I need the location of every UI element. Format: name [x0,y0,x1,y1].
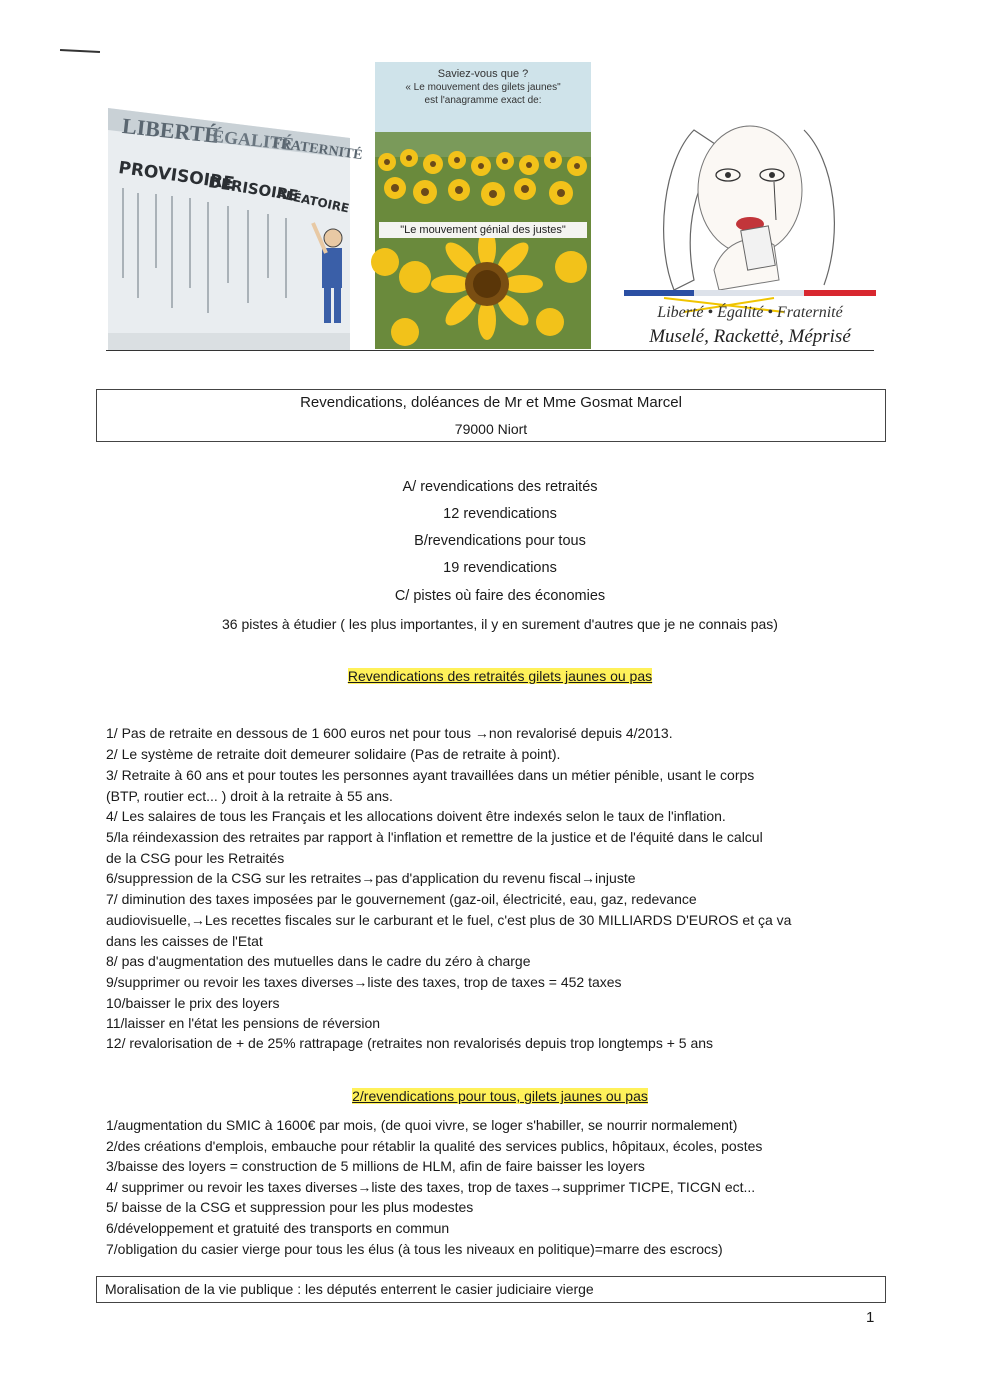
section-a-line: 5/la réindexassion des retraites par rapport à l'inflation et remettre de la justice et de l'équité dans le calcul [106,829,763,845]
title-line-2: 79000 Niort [454,421,528,437]
section-a-line: de la CSG pour les Retraités [106,850,285,866]
summary-line-a: A/ revendications des retraités [402,479,598,495]
summary-line-b: B/revendications pour tous [414,533,586,549]
footer-box [96,1276,886,1303]
section-a-heading-wrap [0,668,1000,685]
wall-word-fraternite: FRATERNITÉ [271,135,364,164]
section-a-line: 6/suppression de la CSG sur les retraites→pas d'application du revenu fiscal→injuste [106,870,636,886]
motto-parody: Muselé, Rackettė, Méprisé [649,326,851,347]
wall-word-derisoire: DÉRISOIRE [207,173,300,205]
poster-question: Saviez-vous que ? [437,68,529,80]
section-a-line: 3/ Retraite à 60 ans et pour toutes les personnes ayant travaillées dans un métier pénible, usant le corps [106,767,755,783]
section-a-line: 2/ Le système de retraite doit demeurer solidaire (Pas de retraite à point). [106,746,561,762]
marianne-illustration-image [624,120,876,352]
section-b-line: 7/obligation du casier vierge pour tous les élus (à tous les niveaux en politique)=marre des escrocs) [106,1241,723,1257]
section-b-line: 1/augmentation du SMIC à 1600€ par mois, (de quoi vivre, se loger s'habiller, se nourrir normalement) [106,1117,738,1133]
section-b-heading: 2/revendications pour tous, gilets jaunes ou pas [352,1088,648,1104]
section-b-line: 3/baisse des loyers = construction de 5 millions de HLM, afin de faire baisser les loyers [106,1158,645,1174]
summary-count-a: 12 revendications [443,506,557,522]
wall-word-provisoire: PROVISOIRE [117,157,236,195]
section-a-line: 9/supprimer ou revoir les taxes diverses→liste des taxes, trop de taxes = 452 taxes [106,974,622,990]
wall-word-liberte: LIBERTÉ [121,112,221,149]
page-number: 1 [866,1309,875,1326]
title-line-1: Revendications, doléances de Mr et Mme Gosmat Marcel [300,394,682,411]
section-a-line: 7/ diminution des taxes imposées par le gouvernement (gaz-oil, électricité, eau, gaz, redevance [106,891,697,907]
summary-count-b: 19 revendications [443,560,557,576]
poster-answer: "Le mouvement génial des justes" [379,222,587,238]
section-a-line: audiovisuelle,→Les recettes fiscales sur le carburant et le fuel, c'est plus de 30 MILLIARDS D'EUROS et ça va [106,912,792,928]
graffiti-wall-image [108,98,364,350]
section-a-line: 10/baisser le prix des loyers [106,995,280,1011]
section-a-heading: Revendications des retraités gilets jaunes ou pas [347,668,653,684]
motto-line: Liberté • Égalité • Fraternité [657,304,843,321]
section-a-line: 4/ Les salaires de tous les Français et les allocations doivent être indexés selon le taux de l'inflation. [106,808,726,824]
section-a-line: 8/ pas d'augmentation des mutuelles dans le cadre du zéro à charge [106,953,531,969]
summary-line-c: C/ pistes où faire des économies [394,588,606,604]
section-a-line: dans les caisses de l'Etat [106,933,263,949]
title-box [96,389,886,442]
section-a-line: (BTP, routier ect... ) droit à la retraite à 55 ans. [106,788,393,804]
section-b-line: 2/des créations d'emplois, embauche pour rétablir la qualité des services publics, hôpitaux, écoles, postes [106,1138,763,1154]
poster-anagram-text: est l'anagramme exact de: [424,95,542,106]
summary-count-c: 36 pistes à étudier ( les plus importantes, il y en surement d'autres que je ne connais pas) [222,616,778,632]
section-a-line: 11/laisser en l'état les pensions de réversion [106,1015,381,1031]
wall-word-egalite: ÉGALITÉ [211,125,295,155]
section-a-line: 12/ revalorisation de + de 25% rattrapage (retraites non revalorisés depuis trop longtemps + 5 ans [106,1035,714,1051]
section-a-line: 1/ Pas de retraite en dessous de 1 600 euros net pour tous →non revalorisé depuis 4/2013. [106,725,673,741]
section-b-heading-wrap [0,1088,1000,1105]
wall-word-aleatoire: ALÉATOIRE [275,186,351,216]
section-b-line: 6/développement et gratuité des transports en commun [106,1220,450,1236]
section-b-line: 4/ supprimer ou revoir les taxes diverses→liste des taxes, trop de taxes→supprimer TICPE, TICGN ect... [106,1179,756,1195]
section-b-line: 5/ baisse de la CSG et suppression pour les plus modestes [106,1199,474,1215]
header-divider [106,350,874,351]
sunflower-poster-image [375,62,591,349]
scan-mark [60,49,100,53]
poster-quote: « Le mouvement des gilets jaunes" [405,82,561,93]
footer-text: Moralisation de la vie publique : les députés enterrent le casier judiciaire vierge [105,1281,594,1297]
